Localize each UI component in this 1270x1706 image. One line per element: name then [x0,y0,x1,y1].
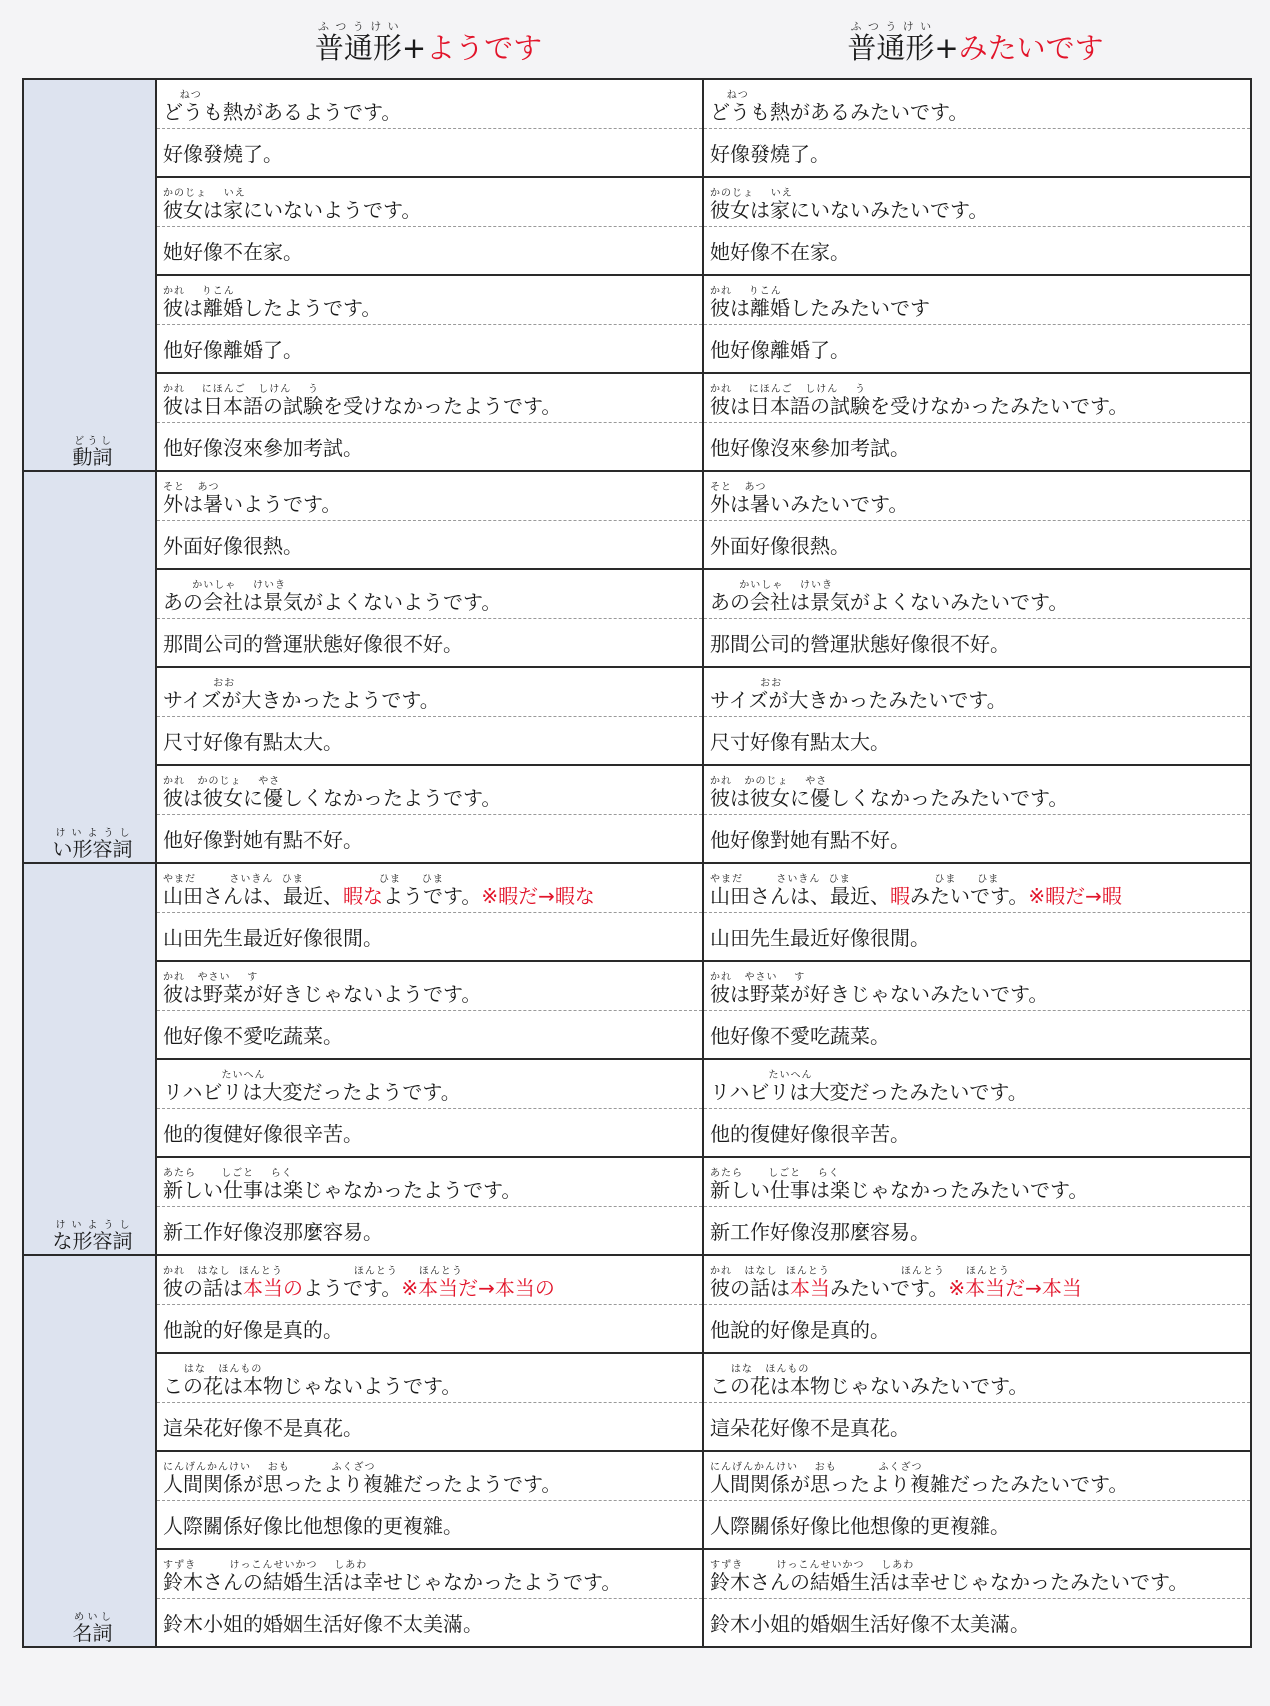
example-row-translation [23,1011,1251,1060]
example-row-japanese [23,471,1251,521]
japanese-sentence [710,1572,1250,1598]
japanese-sentence [163,396,702,422]
furigana: おお [710,678,783,689]
sentence-text: 彼は日本語の試験を受けなかったみたいです。 [710,394,1129,418]
japanese-sentence [710,1278,1250,1304]
sentence-you-desu [156,177,703,227]
example-row-japanese [23,765,1251,815]
example-row-translation [23,619,1251,668]
sentence-text: 人間関係が思ったより複雑だったようです。 [163,1472,562,1496]
sentence-text: サイズが大きかったようです。 [163,688,440,712]
sentence-mitai-desu [703,1255,1251,1305]
japanese-sentence [710,592,1250,618]
sentence-text: どうも熱があるみたいです。 [710,100,969,124]
furigana: はな ほんもの [710,1364,810,1375]
category-label [23,1255,156,1647]
translation-mitai-desu: 人際關係好像比他想像的更複雜。 [703,1501,1251,1550]
sentence-mitai-desu [703,1549,1251,1599]
furigana: すずき けっこんせいかつ しあわ [163,1560,368,1571]
furigana: やまだ さいきん ひま ひま ひま [710,874,1000,885]
translation-mitai-desu: 新工作好像沒那麼容易。 [703,1207,1251,1256]
sentence-text: 彼女は家にいないみたいです。 [710,198,989,222]
sentence-text: 彼は彼女に優しくなかったみたいです。 [710,786,1069,810]
sentence-you-desu [156,373,703,423]
translation-mitai-desu: 他好像對她有點不好。 [703,815,1251,864]
example-row-translation [23,1599,1251,1648]
sentence-text: あの会社は景気がよくないみたいです。 [710,590,1069,614]
translation-you-desu: 外面好像很熱。 [156,521,703,570]
furigana: はな ほんもの [163,1364,263,1375]
example-row-japanese [23,569,1251,619]
grammar-table-body [23,79,1251,1647]
category-label [23,863,156,1255]
translation-you-desu: 他好像沒來參加考試。 [156,423,703,472]
example-row-japanese [23,961,1251,1011]
example-row-japanese [23,79,1251,129]
sentence-mitai-desu [703,569,1251,619]
translation-you-desu: 鈴木小姐的婚姻生活好像不太美滿。 [156,1599,703,1648]
sentence-text: 彼は野菜が好きじゃないみたいです。 [710,982,1049,1006]
highlight-text: ※本当だ→本当 [948,1276,1082,1300]
furigana: すずき けっこんせいかつ しあわ [710,1560,915,1571]
furigana: かれ かのじょ やさ [710,776,828,787]
japanese-sentence [163,690,702,716]
japanese-sentence [710,1180,1250,1206]
sentence-text: 彼の話は [163,1276,243,1300]
example-row-translation [23,1109,1251,1158]
translation-you-desu: 這朵花好像不是真花。 [156,1403,703,1452]
highlight-text: ※暇だ→暇な [481,884,595,908]
sentence-text: ようです。 [303,1276,402,1300]
example-row-japanese [23,275,1251,325]
example-row-translation [23,1403,1251,1452]
header-base-form: 普通形ふつうけい [847,20,935,65]
translation-you-desu: 他好像離婚了。 [156,325,703,374]
translation-mitai-desu: 外面好像很熱。 [703,521,1251,570]
furigana: そと あつ [163,482,220,493]
sentence-mitai-desu [703,961,1251,1011]
translation-mitai-desu: 那間公司的營運狀態好像很不好。 [703,619,1251,668]
header-plus: + [401,31,427,65]
sentence-mitai-desu [703,1059,1251,1109]
example-row-translation [23,1207,1251,1256]
furigana: おお [163,678,236,689]
example-row-translation [23,815,1251,864]
sentence-mitai-desu [703,79,1251,129]
sentence-mitai-desu [703,177,1251,227]
sentence-text: みたいです。 [910,884,1029,908]
sentence-text: 人間関係が思ったより複雑だったみたいです。 [710,1472,1129,1496]
example-row-translation [23,325,1251,374]
sentence-you-desu [156,961,703,1011]
japanese-sentence [163,1474,702,1500]
sentence-text: 山田さんは、最近、 [710,884,890,908]
sentence-text: 彼は彼女に優しくなかったようです。 [163,786,502,810]
furigana: たいへん [163,1070,266,1081]
sentence-you-desu [156,765,703,815]
furigana: かれ にほんご しけん う [163,384,319,395]
category-name: 動詞どうし [72,436,113,469]
translation-mitai-desu: 這朵花好像不是真花。 [703,1403,1251,1452]
sentence-text: この花は本物じゃないみたいです。 [710,1374,1029,1398]
example-row-translation [23,227,1251,276]
sentence-you-desu [156,1059,703,1109]
translation-you-desu: 他好像對她有點不好。 [156,815,703,864]
furigana: たいへん [710,1070,813,1081]
sentence-you-desu [156,471,703,521]
japanese-sentence [163,1278,702,1304]
example-row-japanese [23,1157,1251,1207]
furigana: かれ はなし ほんとう ほんとう ほんとう [710,1266,1010,1277]
translation-you-desu: 那間公司的營運狀態好像很不好。 [156,619,703,668]
sentence-text: 彼は離婚したようです。 [163,296,382,320]
translation-you-desu: 他說的好像是真的。 [156,1305,703,1354]
japanese-sentence [710,1082,1250,1108]
sentence-you-desu [156,1451,703,1501]
japanese-sentence [163,886,702,912]
header-you-desu [155,0,702,78]
sentence-you-desu [156,275,703,325]
sentence-text: ようです。 [383,884,482,908]
japanese-sentence [163,592,702,618]
japanese-sentence [163,1180,702,1206]
furigana: かいしゃ けいき [710,580,833,591]
japanese-sentence [710,886,1250,912]
sentence-text: 外は暑いようです。 [163,492,342,516]
furigana: かれ はなし ほんとう ほんとう ほんとう [163,1266,463,1277]
japanese-sentence [163,1376,702,1402]
example-row-translation [23,717,1251,766]
translation-mitai-desu: 他好像不愛吃蔬菜。 [703,1011,1251,1060]
sentence-text: 鈴木さんの結婚生活は幸せじゃなかったようです。 [163,1570,622,1594]
example-row-japanese [23,1059,1251,1109]
furigana: そと あつ [710,482,767,493]
translation-you-desu: 他好像不愛吃蔬菜。 [156,1011,703,1060]
japanese-sentence [710,102,1250,128]
highlight-text: 本当の [243,1276,303,1300]
sentence-text: サイズが大きかったみたいです。 [710,688,1007,712]
furigana: かれ りこん [710,286,782,297]
japanese-sentence [163,788,702,814]
example-row-japanese [23,177,1251,227]
sentence-you-desu [156,569,703,619]
example-row-japanese [23,863,1251,913]
furigana: かのじょ いえ [710,188,793,199]
translation-you-desu: 人際關係好像比他想像的更複雜。 [156,1501,703,1550]
sentence-mitai-desu [703,373,1251,423]
example-row-translation [23,129,1251,178]
sentence-mitai-desu [703,863,1251,913]
sentence-text: 彼女は家にいないようです。 [163,198,422,222]
sentence-text: 外は暑いみたいです。 [710,492,909,516]
japanese-sentence [163,200,702,226]
japanese-sentence [710,200,1250,226]
example-row-japanese [23,1451,1251,1501]
sentence-you-desu [156,1255,703,1305]
translation-mitai-desu: 鈴木小姐的婚姻生活好像不太美滿。 [703,1599,1251,1648]
category-name: い形容詞けいようし [52,828,133,861]
furigana: ねつ [710,90,749,101]
example-row-japanese [23,1255,1251,1305]
sentence-mitai-desu [703,1157,1251,1207]
japanese-sentence [163,102,702,128]
category-name: な形容詞けいようし [52,1220,133,1253]
japanese-sentence [163,298,702,324]
sentence-text: 彼の話は [710,1276,790,1300]
sentence-mitai-desu [703,1451,1251,1501]
header-mitai-desu [702,0,1249,78]
sentence-you-desu [156,863,703,913]
translation-you-desu: 新工作好像沒那麼容易。 [156,1207,703,1256]
sentence-you-desu [156,1353,703,1403]
sentence-mitai-desu [703,667,1251,717]
furigana: あたら しごと らく [163,1168,293,1179]
furigana: あたら しごと らく [710,1168,840,1179]
highlight-text: ※本当だ→本当の [401,1276,555,1300]
japanese-sentence [163,1082,702,1108]
sentence-you-desu [156,1157,703,1207]
japanese-sentence [710,1376,1250,1402]
sentence-text: どうも熱があるようです。 [163,100,402,124]
sentence-text: 山田さんは、最近、 [163,884,343,908]
sentence-you-desu [156,1549,703,1599]
furigana: かれ にほんご しけん う [710,384,866,395]
highlight-text: 本当 [790,1276,830,1300]
highlight-text: 暇な [343,884,383,908]
furigana: やまだ さいきん ひま ひま ひま [163,874,444,885]
sentence-you-desu [156,667,703,717]
translation-you-desu: 好像發燒了。 [156,129,703,178]
example-row-translation [23,1501,1251,1550]
translation-mitai-desu: 他好像沒來參加考試。 [703,423,1251,472]
furigana: にんげんかんけい おも ふくざつ [163,1462,376,1473]
example-row-translation [23,913,1251,962]
sentence-mitai-desu [703,471,1251,521]
translation-mitai-desu: 好像發燒了。 [703,129,1251,178]
header-suffix: みたいです [958,31,1104,65]
category-label [23,79,156,471]
japanese-sentence [710,690,1250,716]
furigana: かれ かのじょ やさ [163,776,281,787]
furigana: かれ やさい す [163,972,259,983]
sentence-text: 鈴木さんの結婚生活は幸せじゃなかったみたいです。 [710,1570,1189,1594]
sentence-text: 新しい仕事は楽じゃなかったようです。 [163,1178,522,1202]
example-row-translation [23,423,1251,472]
header-plus: + [934,31,959,65]
highlight-text: 暇 [890,884,910,908]
sentence-text: あの会社は景気がよくないようです。 [163,590,502,614]
translation-mitai-desu: 尺寸好像有點太大。 [703,717,1251,766]
sentence-text: 彼は野菜が好きじゃないようです。 [163,982,482,1006]
translation-mitai-desu: 他好像離婚了。 [703,325,1251,374]
translation-mitai-desu: 她好像不在家。 [703,227,1251,276]
sentence-text: リハビリは大変だったようです。 [163,1080,461,1104]
sentence-text: 彼は離婚したみたいです [710,296,930,320]
grammar-table [22,78,1252,1648]
japanese-sentence [710,396,1250,422]
example-row-japanese [23,1353,1251,1403]
example-row-translation [23,521,1251,570]
example-row-japanese [23,1549,1251,1599]
japanese-sentence [163,984,702,1010]
japanese-sentence [710,298,1250,324]
japanese-sentence [710,984,1250,1010]
japanese-sentence [163,1572,702,1598]
translation-you-desu: 她好像不在家。 [156,227,703,276]
sentence-mitai-desu [703,1353,1251,1403]
translation-you-desu: 山田先生最近好像很閒。 [156,913,703,962]
sentence-mitai-desu [703,765,1251,815]
sentence-text: この花は本物じゃないようです。 [163,1374,462,1398]
furigana: かいしゃ けいき [163,580,286,591]
sentence-text: 新しい仕事は楽じゃなかったみたいです。 [710,1178,1089,1202]
japanese-sentence [710,494,1250,520]
category-name: 名詞めいし [72,1612,113,1645]
translation-mitai-desu: 他說的好像是真的。 [703,1305,1251,1354]
sentence-text: みたいです。 [830,1276,949,1300]
translation-you-desu: 他的復健好像很辛苦。 [156,1109,703,1158]
furigana: かれ りこん [163,286,235,297]
sentence-text: 彼は日本語の試験を受けなかったようです。 [163,394,562,418]
japanese-sentence [163,494,702,520]
header-base-form: 普通形ふつうけい [314,20,402,65]
highlight-text: ※暇だ→暇 [1028,884,1122,908]
header-suffix: ようです [426,31,543,65]
furigana: かれ やさい す [710,972,806,983]
japanese-sentence [710,788,1250,814]
translation-you-desu: 尺寸好像有點太大。 [156,717,703,766]
furigana: ねつ [163,90,202,101]
translation-mitai-desu: 他的復健好像很辛苦。 [703,1109,1251,1158]
sentence-you-desu [156,79,703,129]
sentence-mitai-desu [703,275,1251,325]
category-label [23,471,156,863]
example-row-translation [23,1305,1251,1354]
example-row-japanese [23,667,1251,717]
column-headers [0,0,1270,78]
sentence-text: リハビリは大変だったみたいです。 [710,1080,1028,1104]
furigana: かのじょ いえ [163,188,246,199]
japanese-sentence [710,1474,1250,1500]
example-row-japanese [23,373,1251,423]
translation-mitai-desu: 山田先生最近好像很閒。 [703,913,1251,962]
furigana: にんげんかんけい おも ふくざつ [710,1462,923,1473]
